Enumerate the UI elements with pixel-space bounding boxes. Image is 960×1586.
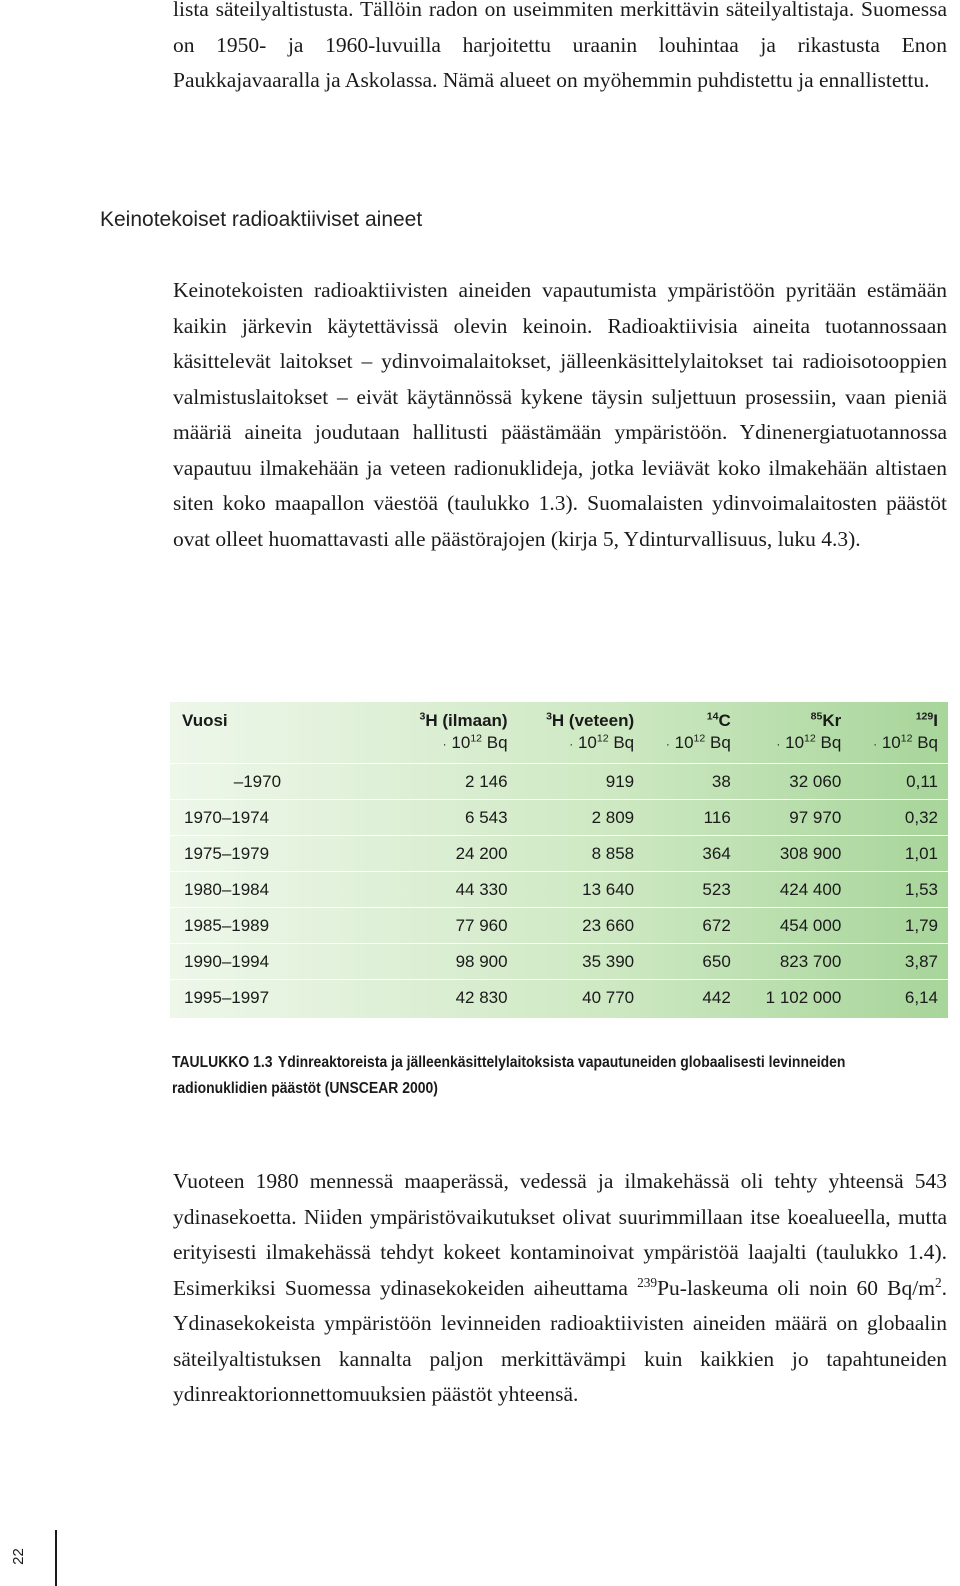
table-row [170,872,948,908]
unit-multiplier: · [569,737,574,751]
column-header-0 [391,702,518,763]
mass-number: 85 [810,710,823,723]
value-cell: 523 [644,872,741,908]
unit-multiplier: · [442,737,447,751]
unit-suffix: Bq [709,733,731,752]
body-paragraph-1: Keinotekoisten radioaktiivisten aineiden vapautumista ympäristöön pyritään estämään kaikin järkevin käytettävissä olevin keinoin. Radioaktiivisia aineita tuotannossaan käsittelevät laitokset – ydinvoimalaitokset, jälleenkäsittelylaitokset tai radioisotooppien valmistuslaitokset – eivät käytännössä kykene täysin suljettuun prosessiin, vaan pieniä määriä aineita joudutaan hallitusti päästämään ympäristöön. Ydinenergiatuotannossa vapautuu ilmakehään ja veteen radionuklideja, jotka leviävät koko ilmakehään altistaen siten koko maapallon väestöä (taulukko 1.3). Suomalaisten ydinvoimalaitosten päästöt ovat olleet huomattavasti alle päästörajojen (kirja 5, Ydinturvallisuus, luku 4.3). [173,278,947,551]
emissions-table-panel [170,702,948,1018]
nuclide-name: H (veteen) [551,711,635,730]
value-cell: 44 330 [391,872,518,908]
page-number: 22 [9,1548,27,1565]
column-unit [391,732,508,755]
mass-number: 129 [915,710,934,723]
value-cell: 424 400 [741,872,852,908]
value-cell: 38 [644,763,741,800]
nuclide-name: Kr [822,711,842,730]
column-unit [851,732,938,755]
margin-rule [55,1530,57,1586]
unit-suffix: Bq [486,733,508,752]
intro-paragraph: lista säteilyaltistusta. Tällöin radon on useimmiten merkittävin säteilyaltistaja. Suomessa on 1950- ja 1960-luvuilla harjoitettu uraanin louhintaa ja rikastusta Enon Paukkajavaaralla ja Askolassa. Nämä alueet on myöhemmin puhdistettu ja ennallistettu. [173,0,947,92]
value-cell: 98 900 [391,944,518,980]
column-title [707,711,731,730]
value-cell: 35 390 [518,944,645,980]
value-cell: 0,11 [851,763,948,800]
column-title [811,711,842,730]
unit-suffix: Bq [917,733,938,752]
value-cell: 40 770 [582,987,635,1007]
mass-number: 3 [546,710,552,723]
value-cell: 0,32 [851,800,948,836]
unit-multiplier: · [776,737,781,751]
column-title [916,711,938,730]
column-title [546,711,634,730]
column-unit [518,732,635,755]
column-header-1 [518,702,645,763]
caption-label: TAULUKKO 1.3 [172,1054,273,1071]
unit-exponent: 12 [804,732,816,745]
value-cell: 442 [702,987,731,1007]
year-cell: 1995–1997 [184,987,270,1007]
nuclide-name: I [933,711,938,730]
column-unit [644,732,731,755]
unit-suffix: Bq [820,733,842,752]
column-title [420,711,508,730]
column-header-3 [741,702,852,763]
column-header-4 [851,702,948,763]
table-body [170,763,948,1015]
value-cell: 6 543 [391,800,518,836]
unit-multiplier: · [665,737,670,751]
nuclide-name: C [718,711,731,730]
table-caption [172,1050,865,1102]
value-cell: 23 660 [518,908,645,944]
value-cell: 1,01 [851,836,948,872]
column-unit [741,732,842,755]
unit-base: 10 [785,733,805,752]
year-cell: 1975–1979 [170,836,391,872]
table-row [170,800,948,836]
table-header-row [170,702,948,763]
value-cell: 1 102 000 [765,987,842,1007]
value-cell: 97 970 [741,800,852,836]
year-cell: 1980–1984 [170,872,391,908]
year-cell: 1970–1974 [170,800,391,836]
value-cell: 823 700 [741,944,852,980]
value-cell: 32 060 [741,763,852,800]
value-cell: 672 [644,908,741,944]
nuclide-name: H (ilmaan) [425,711,508,730]
unit-exponent: 12 [596,732,609,745]
value-cell: 364 [644,836,741,872]
emissions-table [170,702,948,1015]
unit-exponent: 12 [470,732,483,745]
body2-part3: . Ydinasekokeista ympäristöön levinneiden radioaktiivisten aineiden määrä on globaalin säteilyaltistuksen kannalta paljon merkittävämpi kuin kaikkien jo tapahtuneiden ydinreaktorionnettomuuksien päästöt yhteensä. [173,1275,947,1406]
value-cell: 116 [644,800,741,836]
value-cell: 24 200 [391,836,518,872]
unit-suffix: Bq [613,733,635,752]
unit-exponent: 12 [900,732,913,745]
value-cell: 650 [644,944,741,980]
table-row [170,944,948,980]
table-row [170,836,948,872]
unit-exponent: 12 [693,732,706,745]
pu-mass-number: 239 [637,1274,658,1290]
unit-base: 10 [881,733,901,752]
table-row [170,908,948,944]
table-row [170,980,948,1015]
mass-number: 3 [419,710,426,723]
column-header-2 [644,702,741,763]
area-exponent: 2 [934,1274,942,1290]
body-paragraph-2 [173,1164,947,1413]
caption-text: Ydinreaktoreista ja jälleenkäsittelylaitoksista vapautuneiden globaalisesti levinneiden radionuklidien päästöt (UNSCEAR 2000) [172,1054,846,1097]
value-cell: 8 858 [518,836,645,872]
value-cell: 308 900 [741,836,852,872]
value-cell: 1,53 [851,872,948,908]
mass-number: 14 [706,710,719,723]
value-cell: 1,79 [851,908,948,944]
value-cell: 77 960 [391,908,518,944]
table-row [170,763,948,800]
unit-multiplier: · [873,737,878,751]
value-cell: 2 809 [518,800,645,836]
value-cell: 919 [518,763,645,800]
value-cell: 454 000 [741,908,852,944]
unit-base: 10 [577,733,597,752]
year-cell: –1970 [170,763,391,800]
value-cell: 13 640 [518,872,645,908]
year-cell: 1990–1994 [170,944,391,980]
value-cell: 42 830 [455,987,508,1007]
body2-part1: Vuoteen 1980 mennessä maaperässä, vedessä ja ilmakehässä oli tehty yhteensä 543 ydinasekoetta. Niiden ympäristövaikutukset olivat suurimmillaan itse koealueella, mutta erityisesti ilmakehässä tehdyt kokeet kontaminoivat ympäristöä laajalti (taulukko 1.4). Esimerkiksi Suomessa ydinasekokeiden aiheuttama [173,1169,947,1300]
value-cell: 6,14 [904,987,938,1007]
unit-base: 10 [451,733,471,752]
year-cell: 1985–1989 [170,908,391,944]
value-cell: 2 146 [391,763,518,800]
year-column-header: Vuosi [182,711,228,730]
unit-base: 10 [674,733,694,752]
body2-part2: Pu-laskeuma oli noin 60 Bq/m [657,1275,935,1300]
section-heading: Keinotekoiset radioaktiiviset aineet [100,208,423,231]
value-cell: 3,87 [851,944,948,980]
